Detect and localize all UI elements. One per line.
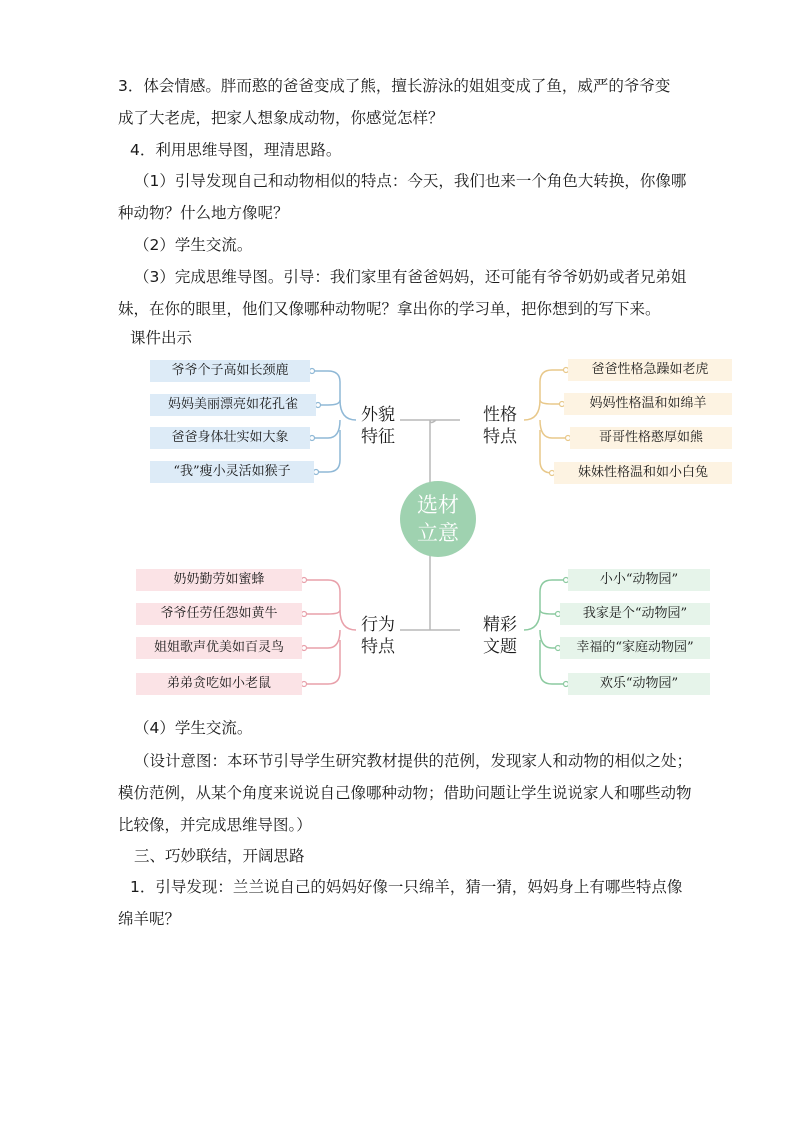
branch-titles-title: 精彩 文题 xyxy=(478,614,522,658)
appearance-item: 爸爸身体壮实如大象 xyxy=(150,427,310,449)
title-item: 幸福的“家庭动物园” xyxy=(560,637,710,659)
step-2: （2）学生交流。 xyxy=(134,236,253,254)
personality-item: 爸爸性格急躁如老虎 xyxy=(568,359,732,381)
branch-personality-title: 性格 特点 xyxy=(478,404,522,448)
step-4: （4）学生交流。 xyxy=(134,719,253,737)
paragraph-4: 4．利用思维导图，理清思路。 xyxy=(130,141,342,159)
step-1-line2: 种动物？什么地方像呢？ xyxy=(118,204,289,222)
branch-appearance-title: 外貌 特征 xyxy=(356,404,400,448)
personality-item: 哥哥性格憨厚如熊 xyxy=(570,427,732,449)
step-3-line1: （3）完成思维导图。引导：我们家里有爸爸妈妈，还可能有爷爷奶奶或者兄弟姐 xyxy=(134,268,687,286)
title-item: 欢乐“动物园” xyxy=(568,673,710,695)
paragraph-3-line1: 3．体会情感。胖而憨的爸爸变成了熊，擅长游泳的姐姐变成了鱼，威严的爷爷变 xyxy=(118,77,671,95)
behavior-item: 爷爷任劳任怨如黄牛 xyxy=(136,603,302,625)
behavior-item: 奶奶勤劳如蜜蜂 xyxy=(136,569,302,591)
center-label-line1: 选材 xyxy=(417,493,459,517)
step-3-line2: 妹，在你的眼里，他们又像哪种动物呢？拿出你的学习单，把你想到的写下来。 xyxy=(118,300,661,318)
step-1-line1: （1）引导发现自己和动物相似的特点：今天，我们也来一个角色大转换，你像哪 xyxy=(134,172,687,190)
appearance-item: “我”瘦小灵活如猴子 xyxy=(150,461,314,483)
branch-behavior-title: 行为 特点 xyxy=(356,614,400,658)
mindmap-center-node xyxy=(400,481,476,557)
personality-item: 妹妹性格温和如小白兔 xyxy=(554,462,732,484)
behavior-item: 姐姐歌声优美如百灵鸟 xyxy=(136,637,302,659)
design-intent-line3: 比较像，并完成思维导图。） xyxy=(118,816,312,834)
center-label-line2: 立意 xyxy=(417,521,459,545)
behavior-item: 弟弟贪吃如小老鼠 xyxy=(136,673,302,695)
appearance-item: 妈妈美丽漂亮如花孔雀 xyxy=(150,394,316,416)
title-item: 小小“动物园” xyxy=(568,569,710,591)
design-intent-line2: 模仿范例，从某个角度来说说自己像哪种动物；借助问题让学生说说家人和哪些动物 xyxy=(118,784,692,802)
paragraph-3-line2: 成了大老虎，把家人想象成动物，你感觉怎样？ xyxy=(118,109,444,127)
section-3-heading: 三、巧妙联结，开阔思路 xyxy=(134,847,305,865)
question-1-line1: 1．引导发现：兰兰说自己的妈妈好像一只绵羊，猜一猜，妈妈身上有哪些特点像 xyxy=(130,878,683,896)
appearance-item: 爷爷个子高如长颈鹿 xyxy=(150,360,310,382)
question-1-line2: 绵羊呢？ xyxy=(118,910,181,928)
design-intent-line1: （设计意图：本环节引导学生研究教材提供的范例，发现家人和动物的相似之处； xyxy=(134,752,693,770)
courseware-label: 课件出示 xyxy=(130,329,193,347)
personality-item: 妈妈性格温和如绵羊 xyxy=(564,393,732,415)
title-item: 我家是个“动物园” xyxy=(560,603,710,625)
